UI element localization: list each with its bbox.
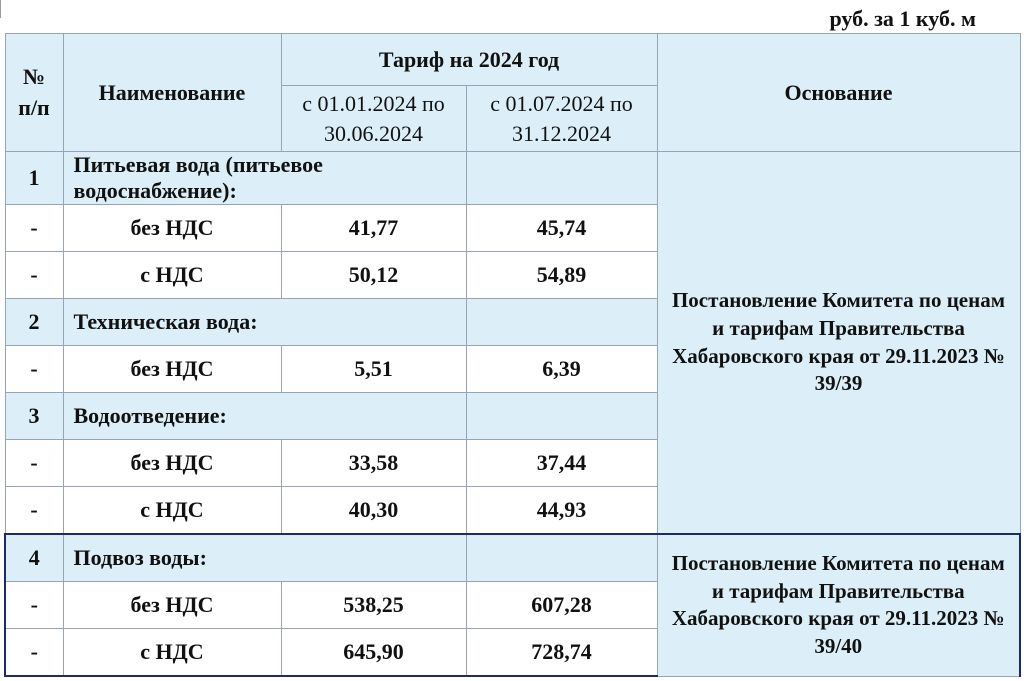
row-value-period-2: 45,74: [466, 205, 657, 252]
row-value-period-2: 728,74: [466, 629, 657, 677]
row-dash: -: [5, 252, 63, 299]
header-tariff: Тариф на 2024 год: [281, 34, 657, 86]
row-label: без НДС: [63, 440, 281, 487]
row-value-period-1: 33,58: [281, 440, 466, 487]
unit-note: руб. за 1 куб. м: [829, 6, 976, 31]
section-title: Водоотведение:: [63, 393, 466, 440]
section-row: [5, 534, 1020, 582]
row-dash: -: [5, 487, 63, 535]
section-filler: [466, 534, 657, 582]
basis-text-2: Постановление Комитета по ценам и тарифам Правительства Хабаровского края от 29.11.2023 № 39/40: [657, 534, 1020, 676]
section-filler: [466, 299, 657, 346]
page-edge-mark: [0, 0, 1, 18]
row-value-period-1: 40,30: [281, 487, 466, 535]
header-period-1: с 01.01.2024 по 30.06.2024: [281, 86, 466, 152]
header-name: Наименование: [63, 34, 281, 152]
row-label: без НДС: [63, 205, 281, 252]
row-label: без НДС: [63, 346, 281, 393]
section-num: 4: [5, 534, 63, 582]
header-period-2: с 01.07.2024 по 31.12.2024: [466, 86, 657, 152]
row-label: с НДС: [63, 487, 281, 535]
section-num: 1: [5, 152, 63, 205]
row-dash: -: [5, 346, 63, 393]
tariff-table: [4, 33, 1021, 677]
section-title: Питьевая вода (питьевое водоснабжение):: [63, 152, 466, 205]
section-num: 2: [5, 299, 63, 346]
section-num: 3: [5, 393, 63, 440]
section-filler: [466, 393, 657, 440]
row-label: с НДС: [63, 252, 281, 299]
row-value-period-2: 6,39: [466, 346, 657, 393]
row-value-period-2: 607,28: [466, 582, 657, 629]
row-label: с НДС: [63, 629, 281, 677]
section-row: [5, 152, 1020, 205]
row-dash: -: [5, 582, 63, 629]
row-dash: -: [5, 205, 63, 252]
row-value-period-2: 54,89: [466, 252, 657, 299]
header-num: № п/п: [5, 34, 63, 152]
section-title: Техническая вода:: [63, 299, 466, 346]
header-basis: Основание: [657, 34, 1020, 152]
section-filler: [466, 152, 657, 205]
row-value-period-1: 538,25: [281, 582, 466, 629]
row-value-period-1: 645,90: [281, 629, 466, 677]
header-row-1: [5, 34, 1020, 86]
row-dash: -: [5, 440, 63, 487]
row-value-period-2: 44,93: [466, 487, 657, 535]
section-title: Подвоз воды:: [63, 534, 466, 582]
row-dash: -: [5, 629, 63, 677]
row-value-period-2: 37,44: [466, 440, 657, 487]
row-value-period-1: 50,12: [281, 252, 466, 299]
basis-text-1: Постановление Комитета по ценам и тарифам Правительства Хабаровского края от 29.11.2023 № 39/39: [657, 152, 1020, 535]
row-label: без НДС: [63, 582, 281, 629]
row-value-period-1: 41,77: [281, 205, 466, 252]
row-value-period-1: 5,51: [281, 346, 466, 393]
